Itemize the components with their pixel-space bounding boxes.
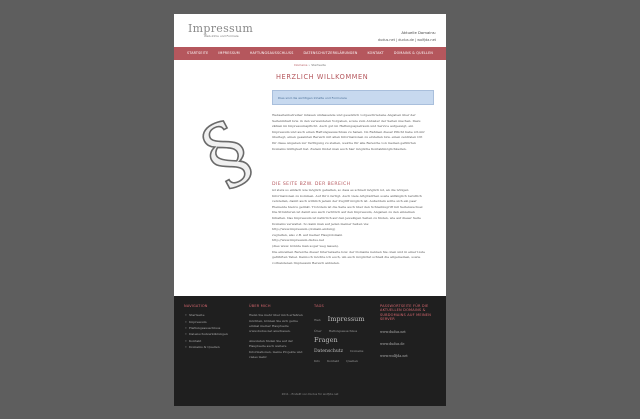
- footer-nav-item[interactable]: • Startseite: [189, 312, 239, 318]
- breadcrumb-home[interactable]: Domains: [294, 63, 308, 67]
- tag-link[interactable]: Info: [314, 359, 321, 364]
- section-link[interactable]: http://www.impressum.(domain-endung): [272, 227, 336, 232]
- nav-item-domains[interactable]: DOMAINS & QUELLEN: [393, 51, 434, 55]
- header-domain-links[interactable]: dudus.net | dudus.de | wolfjda.net: [377, 38, 436, 42]
- nav-item-impressum[interactable]: IMPRESSUM: [218, 51, 240, 55]
- footer-nav-list: [184, 312, 239, 350]
- intro-line: Seiteninhalt bzw. in den verwendeten Vorgaben, sowie zum Anbieter der Seiten machen. Dazu: [272, 118, 421, 123]
- section-line: Domains verwaltet. So kann man auf jeden meiner Seiten via:: [272, 221, 370, 226]
- main-navigation: [174, 47, 446, 60]
- footer-about-text: Wenn Sie mehr über mich erfahren möchten, können Sie sich gerne einmal meiner Hauptseite www.dudus.net anschauen.: [249, 313, 303, 334]
- section-line: ist stets so einfach wie möglich gehalten, so dass es schnell möglich ist, an die nötigen: [272, 188, 409, 192]
- footer-nav-item[interactable]: • Datenschutzerklärungen: [189, 331, 239, 337]
- footer-tags-title: TAGS: [314, 304, 324, 308]
- footer-tags: [314, 304, 374, 365]
- breadcrumb-current: Startseite: [311, 63, 326, 67]
- info-notice: [272, 90, 434, 105]
- tag-link[interactable]: Haftungsausschluss: [328, 328, 358, 333]
- footer-nav-item[interactable]: • Domains & Quellen: [189, 344, 239, 350]
- section-line: Elemente hierzu gelinkt. Trotzdem ist die Seite auch über den Schnellzugriff mit Seitenwechsel: [272, 204, 423, 209]
- tag-link[interactable]: Quellen: [346, 359, 358, 364]
- footer-about-text: Ansonsten finden Sie auf der Hauptseite auch weitere Informationen, meine Projekte und vieles mehr.: [249, 339, 303, 359]
- svg-text:§: §: [186, 102, 266, 204]
- tag-link[interactable]: Domains: [350, 348, 364, 353]
- paragraph-sign-icon: [186, 102, 266, 204]
- intro-line: zählen im Impressumspflicht. Auch gut im Haftungsspielraum und Service aufgezeigt, ein: [272, 124, 414, 129]
- intro-line: Impressum und auch einen Haftungsausschluss zu haben. Im Rahmen dieser Pflicht habe ich mir: [272, 129, 425, 134]
- footer-about: [249, 304, 305, 360]
- footer-nav-title: NAVIGATION: [184, 304, 208, 308]
- section-line: Die einzelnen Bereiche dieser Internetseite bzw. der Domains nennen Sie oben und in einer Liste: [272, 249, 425, 254]
- intro-line: für diese Angaben zur Verfügung zu stellen, welche für alle Bereiche von meinen geführten: [272, 140, 416, 145]
- section-paragraph: [272, 188, 436, 266]
- footer-nav-item[interactable]: • Kontakt: [189, 338, 239, 344]
- intro-line: überlegt, einen gesamten Bereich mit allen Informationen zu erstellen bzw. einen zentralen Ort: [272, 135, 423, 140]
- section-line: geführten Tabel. Dennoch möchte ich euch, um euch möglichst schnell die allgemeinen, sowie: [272, 255, 421, 260]
- breadcrumb-separator: »: [308, 63, 311, 67]
- section-line: vorhandenen Impressum Bereich anbieten.: [272, 260, 340, 265]
- tag-link[interactable]: Impressum: [327, 315, 365, 324]
- intro-line: Domains Gültigkeit hat. Zudem findet man auch hier mögliche Kontaktmöglichkeiten.: [272, 146, 407, 151]
- tag-link[interactable]: Über: [314, 328, 322, 333]
- tag-link[interactable]: Kontakt: [327, 359, 340, 364]
- footer-domain-link[interactable]: www.wolfjda.net: [380, 353, 408, 358]
- nav-item-kontakt[interactable]: KONTAKT: [367, 51, 384, 55]
- footer-domains-title: PASSWORTSEITE FÜR DIE AKTUELLEN DOMAINS & SUBDOMAINS AUF MEINEN SERVER: [380, 304, 432, 322]
- footer-domain-link[interactable]: www.dudus.de: [380, 341, 405, 346]
- section-line: zugreifen, also z.B. auf meiner Hauptdomain: [272, 232, 343, 237]
- section-line: Die Strukturen ist damit aus auch rechtlich auf den Impressum, Angaben zu den einzelnen: [272, 210, 415, 215]
- tag-link[interactable]: Datenschutz: [314, 348, 344, 354]
- footer-navigation: [184, 304, 239, 350]
- footer-copyright: 2011 - Erstellt von Dudus für wolfjda.net: [281, 392, 339, 396]
- footer-about-title: ÜBER MICH: [249, 304, 271, 308]
- tag-link[interactable]: Fragen: [314, 336, 338, 345]
- section-line: (dies www. könnte man sogar weg lassen).: [272, 243, 339, 248]
- section-line: verstellen, damit auch wirklich jedem der Zugriff möglich ist. Außerdem sollte sich ein paar: [272, 199, 417, 204]
- info-notice-text: Dies sind die wichtigen Inhalte und Formulare: [278, 96, 347, 100]
- site-header: [174, 14, 446, 47]
- site-footer: [174, 296, 446, 406]
- nav-item-haftungsausschluss[interactable]: HAFTUNGSAUSSCHLUSS: [249, 51, 294, 55]
- page-title: HERZLICH WILLKOMMEN: [276, 73, 369, 81]
- section-link[interactable]: http://www.impressum.dudus.net: [272, 238, 325, 243]
- footer-nav-item[interactable]: • Impressum: [189, 319, 239, 325]
- footer-domains: [380, 304, 440, 358]
- footer-nav-item[interactable]: • Haftungsausschluss: [189, 325, 239, 331]
- site-tagline: Web-Infos und Formale: [204, 34, 239, 38]
- nav-item-startseite[interactable]: STARTSEITE: [186, 51, 209, 55]
- intro-paragraph: [272, 113, 436, 152]
- nav-item-datenschutz[interactable]: DATENSCHUTZERKLÄRUNGEN: [303, 51, 358, 55]
- intro-line: Webseitenbetreiber müssen umfassende und gesetzlich vorgeschriebene Angaben über der: [272, 113, 416, 117]
- section-title: DIE SEITE BZW. DER BEREICH: [272, 182, 351, 187]
- tag-cloud: [314, 313, 372, 365]
- site-logo[interactable]: Impressum: [188, 22, 254, 35]
- header-domains-title: Aktuelle Domains:: [401, 30, 436, 35]
- footer-domain-link[interactable]: www.dudus.net: [380, 329, 406, 334]
- section-line: Informationen zu kommen. Auf Ihr n fertigt. Auch viele Artgitarrhen sowie anfänglich beruflich: [272, 193, 422, 198]
- tag-link[interactable]: Web: [314, 318, 321, 323]
- section-line: Inhalten. Das Impressum ist natürlich auf den jeweiligen Seiten zu finden, wie auf dieser Seite: [272, 215, 421, 220]
- breadcrumb: [174, 63, 446, 67]
